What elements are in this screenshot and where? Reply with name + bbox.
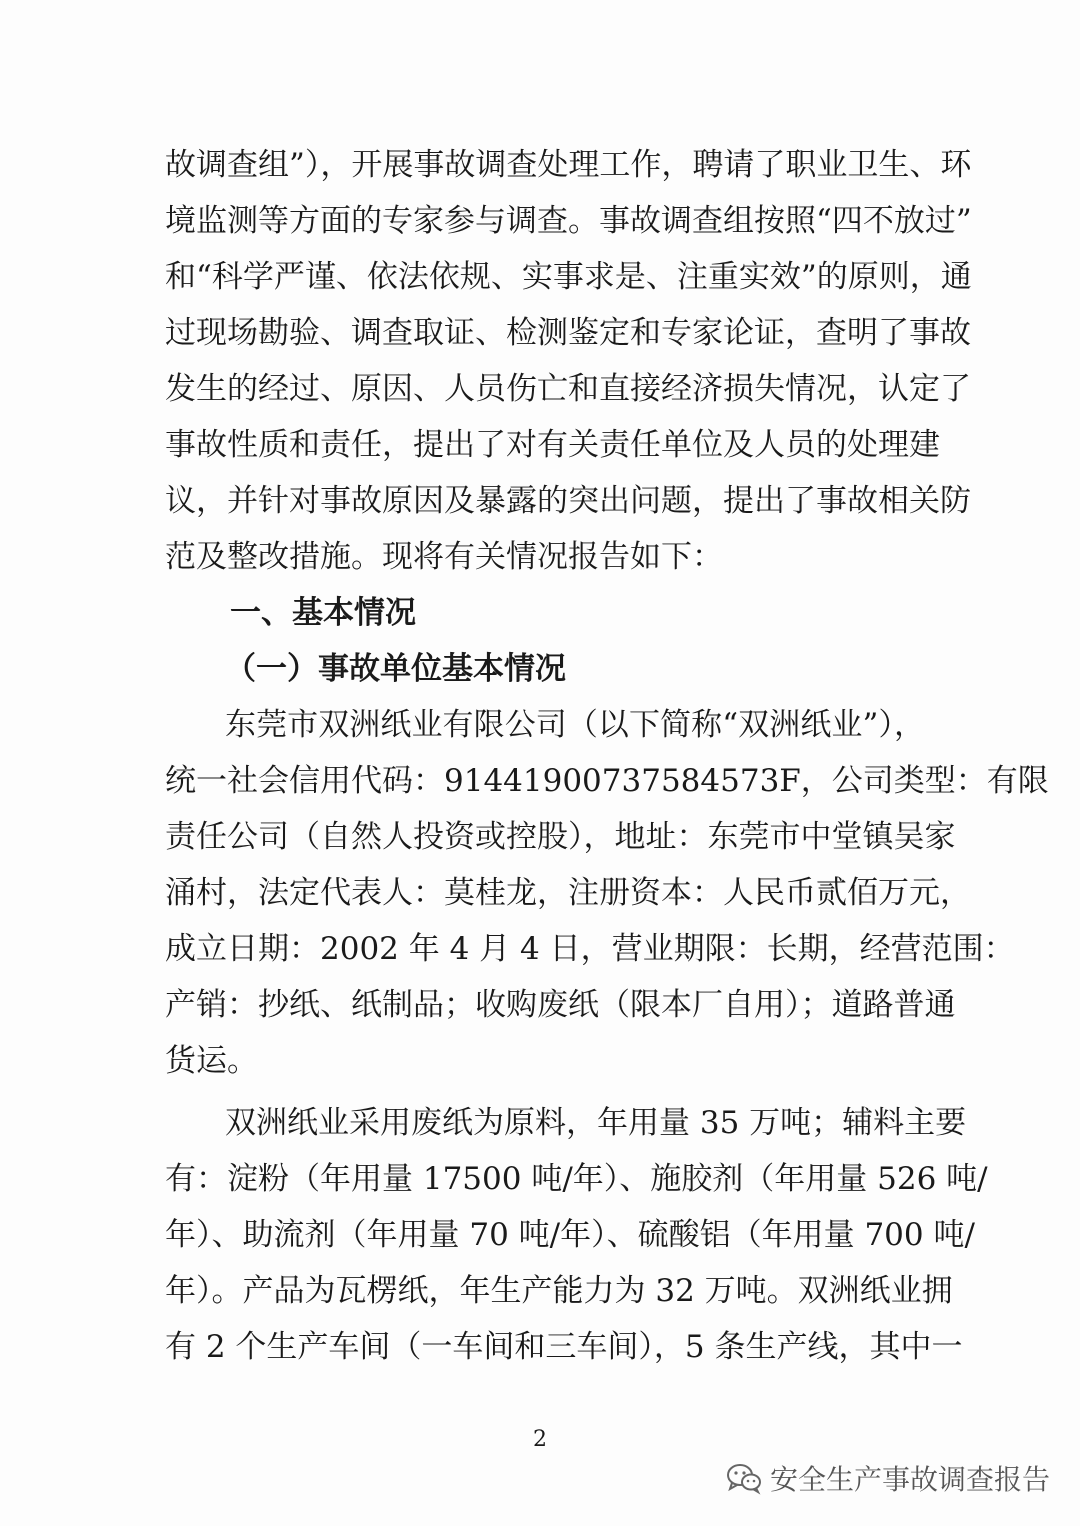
paragraph-line: 货运。 <box>165 1043 258 1079</box>
paragraph-line: 发生的经过、原因、人员伤亡和直接经济损失情况，认定了 <box>165 371 971 407</box>
section-heading: 一、基本情况 <box>230 595 416 631</box>
paragraph-line: 过现场勘验、调查取证、检测鉴定和专家论证，查明了事故 <box>165 315 971 351</box>
paragraph-line: 年）。产品为瓦楞纸，年生产能力为 32 万吨。双洲纸业拥 <box>165 1273 953 1309</box>
page-number: 2 <box>533 1427 547 1452</box>
paragraph-line: 责任公司（自然人投资或控股），地址：东莞市中堂镇吴家 <box>165 819 956 855</box>
paragraph-line: 年）、助流剂（年用量 70 吨/年）、硫酸铝（年用量 700 吨/ <box>165 1217 975 1253</box>
subsection-heading: （一）事故单位基本情况 <box>225 651 566 687</box>
paragraph-line: 涌村，法定代表人：莫桂龙，注册资本：人民币贰佰万元， <box>165 875 971 911</box>
paragraph-line: 双洲纸业采用废纸为原料，年用量 35 万吨；辅料主要 <box>225 1105 967 1141</box>
paragraph-line: 有：淀粉（年用量 17500 吨/年）、施胶剂（年用量 526 吨/ <box>165 1161 988 1197</box>
watermark <box>726 1458 1050 1498</box>
wechat-icon <box>726 1462 762 1494</box>
paragraph-line: 境监测等方面的专家参与调查。事故调查组按照“四不放过” <box>165 203 972 239</box>
paragraph-line: 事故性质和责任，提出了对有关责任单位及人员的处理建 <box>165 427 940 463</box>
paragraph-line: 有 2 个生产车间（一车间和三车间），5 条生产线，其中一 <box>165 1329 963 1365</box>
paragraph-line: 成立日期：2002 年 4 月 4 日，营业期限：长期，经营范围： <box>165 931 1015 967</box>
paragraph-line: 议，并针对事故原因及暴露的突出问题，提出了事故相关防 <box>165 483 971 519</box>
paragraph-line: 统一社会信用代码：91441900737584573F，公司类型：有限 <box>165 763 1049 799</box>
paragraph-line: 东莞市双洲纸业有限公司（以下简称“双洲纸业”）， <box>225 707 925 743</box>
paragraph-line: 和“科学严谨、依法依规、实事求是、注重实效”的原则，通 <box>165 259 972 295</box>
paragraph-line: 产销：抄纸、纸制品；收购废纸（限本厂自用）；道路普通 <box>165 987 956 1023</box>
watermark-text: 安全生产事故调查报告 <box>769 1463 1050 1496</box>
paragraph-line: 故调查组”），开展事故调查处理工作，聘请了职业卫生、环 <box>165 147 972 183</box>
paragraph-line: 范及整改措施。现将有关情况报告如下： <box>165 539 723 575</box>
